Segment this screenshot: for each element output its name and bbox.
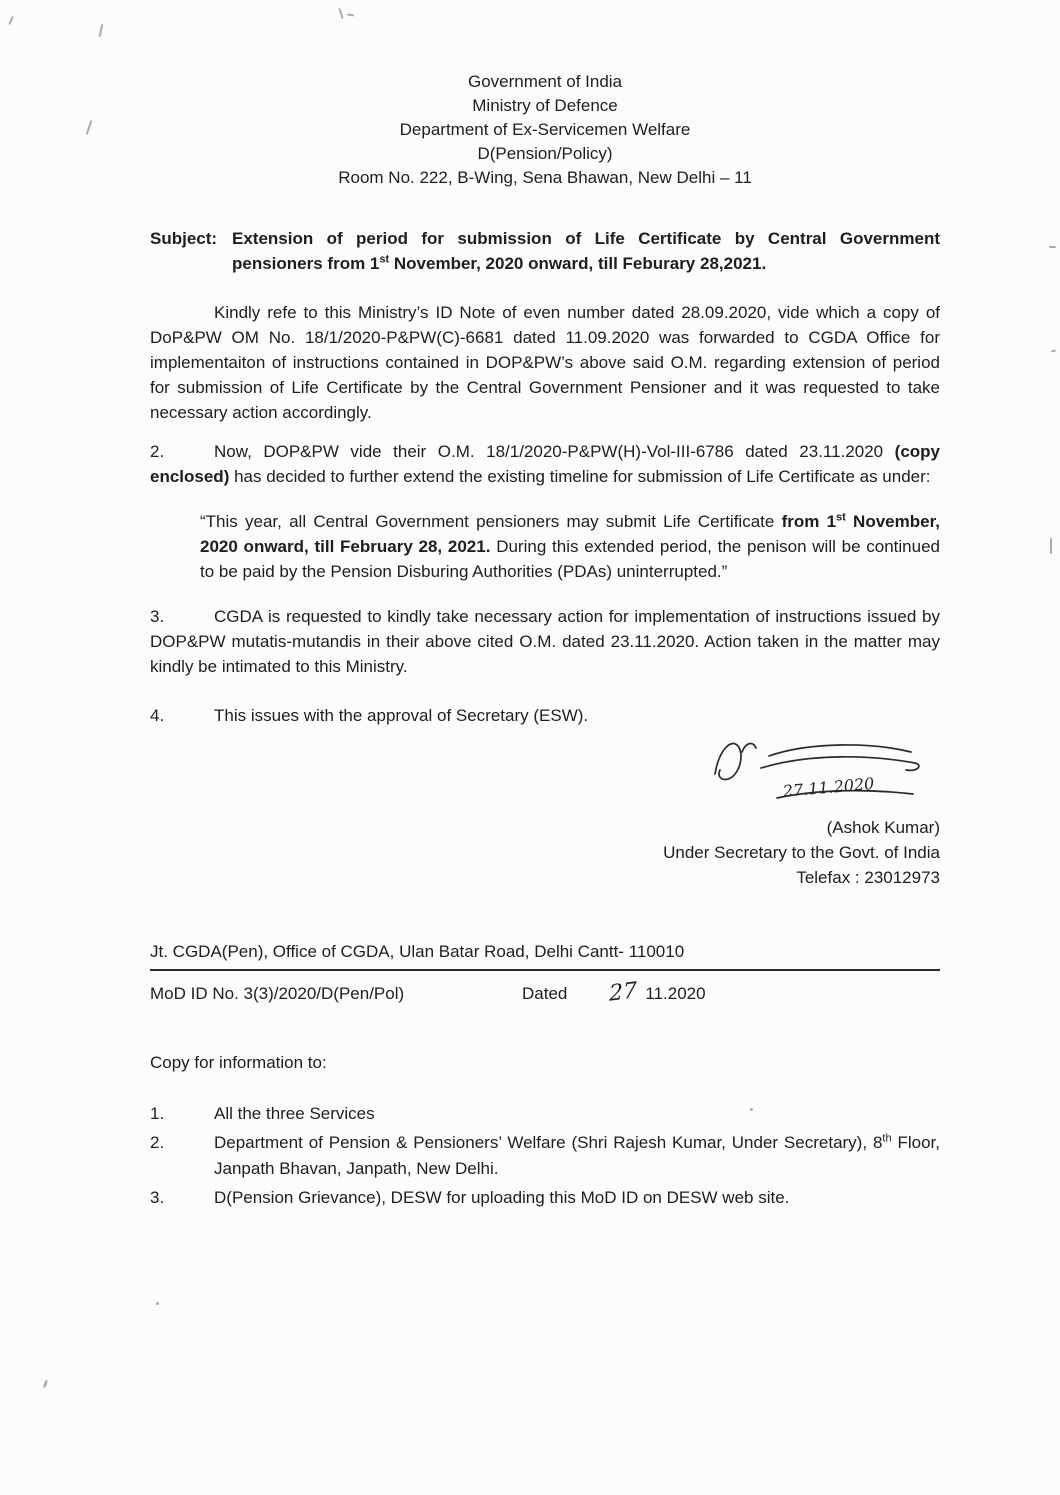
paragraph-3-number: 3. bbox=[150, 607, 165, 626]
mod-id-number: MoD ID No. 3(3)/2020/D(Pen/Pol) bbox=[150, 984, 405, 1003]
copy-list-item bbox=[150, 1101, 940, 1127]
paragraph-3 bbox=[150, 604, 940, 679]
paragraph-4-number: 4. bbox=[150, 706, 165, 725]
quote-bold-part1: from 1 bbox=[781, 512, 837, 531]
copy-section-heading: Copy for information to: bbox=[150, 1053, 327, 1072]
signatory-title: Under Secretary to the Govt. of India bbox=[663, 843, 940, 862]
paragraph-2-text: Now, DOP&PW vide their O.M. 18/1/2020-P&PW(H)-Vol-III-6786 dated 23.11.2020 bbox=[214, 442, 895, 461]
subject-text-part1: Extension of period for submission of Life Certificate by Central Government pensioners from 1 bbox=[232, 229, 940, 273]
paragraph-2-number: 2. bbox=[150, 442, 165, 461]
dated-month-year: 11.2020 bbox=[645, 984, 706, 1003]
copy-item-text: All the three Services bbox=[214, 1104, 375, 1123]
copy-item-text: D(Pension Grievance), DESW for uploading this MoD ID on DESW web site. bbox=[214, 1188, 790, 1207]
paragraph-2-text-cont: has decided to further extend the existing timeline for submission of Life Certificate as under: bbox=[229, 467, 931, 486]
paragraph-2-bold: (copy enclosed) bbox=[150, 442, 940, 486]
dated-handwritten-day: 27 bbox=[609, 978, 638, 1007]
paragraph-1: Kindly refe to this Ministry’s ID Note of even number dated 28.09.2020, vide which a copy of DoP&PW OM No. 18/1/2020-P&PW(C)-6681 dated 11.09.2020 was forwarded to CGDA Office for implementaiton of instructions contained in DOP&PW’s above said O.M. regarding extension of period for submission of Life Certificate by the Central Government Pensioner and it was requested to take necessary action accordingly. bbox=[150, 303, 940, 422]
copy-list-item bbox=[150, 1130, 940, 1182]
letterhead-line-division: D(Pension/Policy) bbox=[477, 144, 613, 163]
quote-bold-part2: November, 2020 onward, till February 28, 2021. bbox=[200, 512, 940, 556]
signature-handwritten-date: 27.11.2020 bbox=[782, 773, 875, 801]
subject-text-part2: November, 2020 onward, till Feburary 28,2021. bbox=[389, 254, 767, 273]
signatory-name: (Ashok Kumar) bbox=[826, 818, 940, 837]
letterhead-line-department: Department of Ex-Servicemen Welfare bbox=[399, 120, 691, 139]
quoted-extract bbox=[200, 509, 940, 584]
signatory-telefax: Telefax : 23012973 bbox=[796, 868, 940, 887]
scan-artifact bbox=[156, 1302, 159, 1305]
scan-artifact bbox=[99, 24, 104, 37]
copy-item-number: 3. bbox=[150, 1188, 165, 1207]
paragraph-2 bbox=[150, 439, 940, 489]
subject-label: Subject: bbox=[150, 229, 218, 248]
handwritten-signature bbox=[699, 732, 934, 815]
scan-artifact bbox=[86, 120, 93, 135]
scan-artifact bbox=[1051, 350, 1056, 353]
quote-ordinal-superscript: st bbox=[836, 511, 846, 524]
paragraph-4-text: This issues with the approval of Secretary (ESW). bbox=[214, 706, 589, 725]
mod-id-line bbox=[150, 980, 940, 1006]
forwarding-address: Jt. CGDA(Pen), Office of CGDA, Ulan Batar Road, Delhi Cantt- 110010 bbox=[150, 940, 940, 971]
scan-artifact bbox=[43, 1380, 49, 1389]
scan-artifact bbox=[1049, 246, 1056, 248]
copy-list bbox=[150, 1101, 940, 1211]
subject-text bbox=[232, 226, 940, 276]
paragraph-3-text: CGDA is requested to kindly take necessary action for implementation of instructions issued by DOP&PW mutatis-mutandis in their above cited O.M. dated 23.11.2020. Action taken in the matter may kindly be intimated to this Ministry. bbox=[150, 607, 940, 676]
letter-body bbox=[150, 0, 940, 1214]
scan-artifact bbox=[1050, 538, 1052, 554]
scan-artifact bbox=[8, 16, 13, 25]
copy-item-text-part2: Floor, Janpath Bhavan, Janpath, New Delhi. bbox=[214, 1133, 940, 1178]
paragraph-4 bbox=[150, 703, 940, 728]
copy-list-item bbox=[150, 1185, 940, 1211]
letterhead-line-ministry: Ministry of Defence bbox=[472, 96, 618, 115]
quote-text-part2: During this extended period, the penison will be continued to be paid by the Pension Disburing Authorities (PDAs) uninterrupted.” bbox=[200, 537, 941, 581]
copy-item-text-part1: Department of Pension & Pensioners’ Welfare (Shri Rajesh Kumar, Under Secretary), 8 bbox=[214, 1133, 883, 1152]
copy-item-number: 1. bbox=[150, 1104, 165, 1123]
copy-item-ordinal-superscript: th bbox=[882, 1132, 892, 1145]
letterhead-line-govt: Government of India bbox=[467, 72, 623, 91]
letterhead-line-address: Room No. 222, B-Wing, Sena Bhawan, New Delhi – 11 bbox=[338, 168, 752, 187]
quote-text-part1: “This year, all Central Government pensioners may submit Life Certificate bbox=[200, 512, 782, 531]
copy-item-text bbox=[214, 1130, 940, 1182]
signature-block bbox=[150, 732, 940, 890]
letterhead bbox=[150, 70, 940, 190]
subject-line bbox=[150, 226, 940, 276]
copy-item-number: 2. bbox=[150, 1133, 165, 1152]
subject-ordinal-superscript: st bbox=[379, 253, 390, 266]
dated-label: Dated bbox=[522, 984, 568, 1003]
